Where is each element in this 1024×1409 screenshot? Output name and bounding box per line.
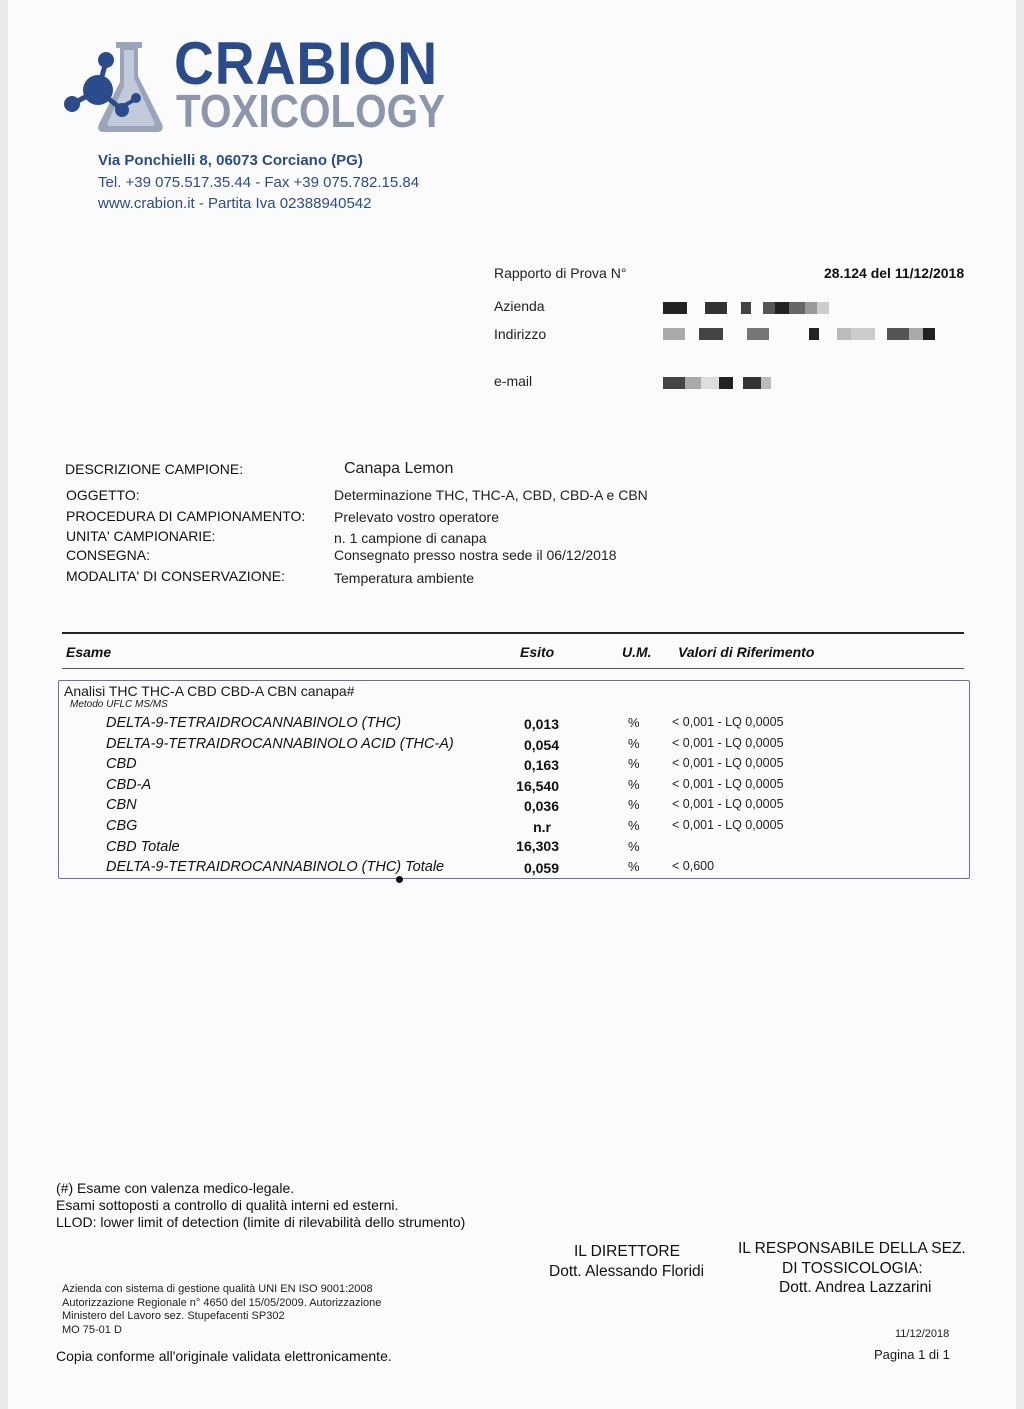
row-reference: < 0,001 - LQ 0,0005 <box>672 797 784 811</box>
row-reference: < 0,600 <box>672 859 715 873</box>
col-header-um: U.M. <box>622 644 652 660</box>
quality-certification: Azienda con sistema di gestione qualità UNI EN ISO 9001:2008 <box>62 1283 373 1295</box>
row-value: n.r <box>533 819 551 835</box>
director-title: IL DIRETTORE <box>574 1243 680 1260</box>
analysis-title: Analisi THC THC-A CBD CBD-A CBN canapa# <box>64 683 355 699</box>
row-um: % <box>628 839 640 854</box>
address-label: Indirizzo <box>494 326 547 342</box>
brand-name: CRABION <box>174 30 439 97</box>
row-um: % <box>628 756 640 771</box>
stray-dot-mark <box>396 876 403 883</box>
company-website: www.crabion.it - Partita Iva 02388940542 <box>98 195 372 212</box>
note-llod: LLOD: lower limit of detection (limite di rilevabilità dello strumento) <box>56 1214 466 1230</box>
col-header-result: Esito <box>520 644 555 660</box>
company-address: Via Ponchielli 8, 06073 Corciano (PG) <box>98 152 363 169</box>
row-um: % <box>628 859 640 874</box>
brand-subtitle: TOXICOLOGY <box>176 85 446 137</box>
section-head-name: Dott. Andrea Lazzarini <box>779 1279 932 1296</box>
row-value: 16,540 <box>516 778 559 794</box>
report-number-value: 28.124 del 11/12/2018 <box>824 265 965 281</box>
redacted-email <box>663 376 771 390</box>
col-header-reference: Valori di Riferimento <box>678 644 815 660</box>
note-medico-legal: (#) Esame con valenza medico-legale. <box>56 1180 295 1196</box>
object-value: Determinazione THC, THC-A, CBD, CBD-A e CBN <box>334 487 648 503</box>
table-top-rule <box>62 632 964 634</box>
row-reference: < 0,001 - LQ 0,0005 <box>672 818 784 832</box>
row-um: % <box>628 715 640 730</box>
row-name: DELTA-9-TETRAIDROCANNABINOLO ACID (THC-A) <box>106 736 454 752</box>
row-um: % <box>628 736 640 751</box>
note-quality-control: Esami sottoposti a controllo di qualità interni ed esterni. <box>56 1197 399 1213</box>
row-um: % <box>628 797 640 812</box>
row-reference: < 0,001 - LQ 0,0005 <box>672 756 784 770</box>
ministry-authorization: Ministero del Lavoro sez. Stupefacenti SP302 <box>62 1310 285 1322</box>
document-code: MO 75-01 D <box>62 1324 122 1336</box>
delivery-label: CONSEGNA: <box>66 547 151 563</box>
electronic-copy-note: Copia conforme all'originale validata elettronicamente. <box>56 1348 392 1364</box>
row-name: CBD <box>106 756 137 772</box>
flask-molecule-logo-icon <box>58 38 178 138</box>
section-head-title: IL RESPONSABILE DELLA SEZ. <box>738 1240 966 1257</box>
table-header-rule <box>62 668 964 669</box>
storage-value: Temperatura ambiente <box>334 570 475 586</box>
row-value: 0,163 <box>523 757 559 773</box>
units-value: n. 1 campione di canapa <box>334 530 487 546</box>
row-reference: < 0,001 - LQ 0,0005 <box>672 715 784 729</box>
row-value: 16,303 <box>516 838 559 854</box>
col-header-exam: Esame <box>66 644 112 660</box>
row-value: 0,036 <box>523 798 559 814</box>
redacted-address <box>663 327 935 341</box>
director-name: Dott. Alessando Floridi <box>549 1263 705 1280</box>
sample-description-label: DESCRIZIONE CAMPIONE: <box>65 461 244 477</box>
row-um: % <box>628 777 640 792</box>
row-name: DELTA-9-TETRAIDROCANNABINOLO (THC) <box>106 715 402 731</box>
units-label: UNITA' CAMPIONARIE: <box>66 528 216 544</box>
row-name: CBN <box>106 797 137 813</box>
row-value: 0,054 <box>523 737 559 753</box>
row-reference: < 0,001 - LQ 0,0005 <box>672 777 784 791</box>
row-name: CBG <box>106 818 138 834</box>
row-value: 0,013 <box>523 716 559 732</box>
page-number: Pagina 1 di 1 <box>874 1347 950 1362</box>
footer-date: 11/12/2018 <box>895 1328 950 1340</box>
procedure-label: PROCEDURA DI CAMPIONAMENTO: <box>66 508 306 524</box>
email-label: e-mail <box>494 373 533 389</box>
company-phone: Tel. +39 075.517.35.44 - Fax +39 075.782.15.84 <box>98 174 420 191</box>
report-page <box>8 0 1016 1409</box>
delivery-value: Consegnato presso nostra sede il 06/12/2018 <box>334 547 617 563</box>
row-name: CBD Totale <box>106 839 180 855</box>
company-label: Azienda <box>494 298 545 314</box>
row-name: CBD-A <box>106 777 152 793</box>
storage-label: MODALITA' DI CONSERVAZIONE: <box>66 568 285 584</box>
procedure-value: Prelevato vostro operatore <box>334 509 499 525</box>
redacted-company <box>663 301 829 315</box>
method-label: Metodo UFLC MS/MS <box>70 699 168 710</box>
row-value: 0,059 <box>523 860 559 876</box>
sample-description-value: Canapa Lemon <box>344 460 454 477</box>
row-um: % <box>628 818 640 833</box>
object-label: OGGETTO: <box>66 487 140 503</box>
section-head-subtitle: DI TOSSICOLOGIA: <box>782 1260 923 1277</box>
row-reference: < 0,001 - LQ 0,0005 <box>672 736 784 750</box>
row-name: DELTA-9-TETRAIDROCANNABINOLO (THC) Totale <box>106 859 445 875</box>
regional-authorization: Autorizzazione Regionale n° 4650 del 15/05/2009. Autorizzazione <box>62 1297 382 1309</box>
report-number-label: Rapporto di Prova N° <box>494 265 627 281</box>
